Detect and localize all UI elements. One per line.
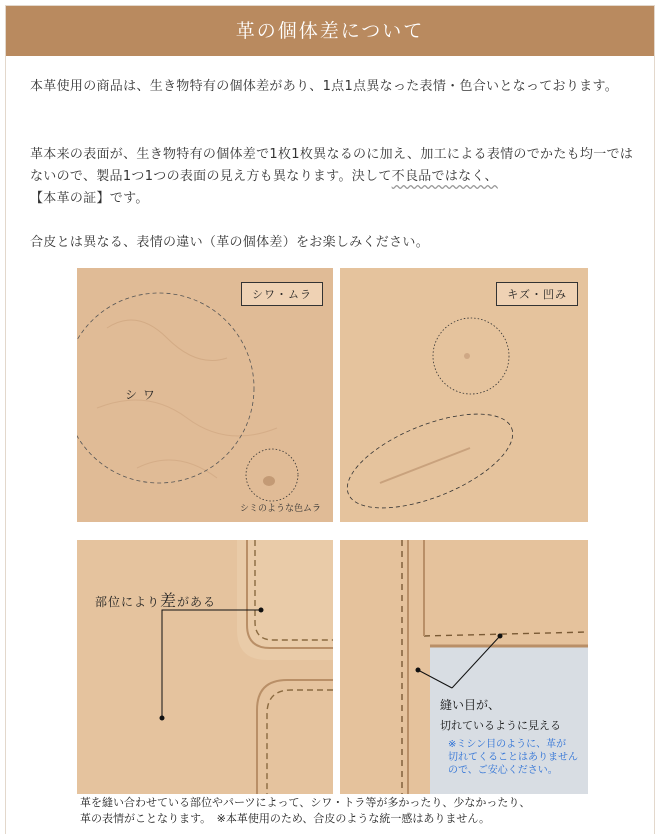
seam-note-line-3: ので、ご安心ください。	[448, 765, 558, 776]
seam-label-1: 縫い目が、	[440, 698, 501, 712]
seam-note-line-1: ※ミシン目のように、革が	[448, 739, 567, 750]
scratch-photo	[340, 268, 588, 522]
part-photo	[77, 540, 333, 794]
caption	[80, 795, 620, 827]
part-leather-image	[77, 540, 333, 794]
wrinkle-tag: シワ・ムラ	[241, 282, 323, 306]
section-title: 革の個体差について	[235, 20, 425, 42]
part-label-pre: 部位により	[95, 595, 161, 609]
caption-line-1: 革を縫い合わせている部位やパーツによって、シワ・トラ等が多かったり、少なかったり、	[80, 796, 531, 809]
scratch-tag: キズ・凹み	[496, 282, 578, 306]
stain-label: シミのような色ムラ	[239, 504, 321, 514]
seam-note-line-2: 切れてくることはありません	[448, 752, 578, 763]
part-label-post: がある	[177, 595, 217, 609]
scratch-leather-image	[340, 268, 588, 522]
wrinkle-label: シ ワ	[125, 388, 156, 402]
detail-text-a: 革本来の表面が、生き物特有の個体差で1枚1枚異なるのに加え、加工による表情のでかたも均一ではないので、製品1つ1つの表面の見え方も異なります。決して	[30, 147, 634, 184]
seam-note	[448, 738, 578, 777]
seam-label-2: 切れているように見える	[440, 719, 561, 732]
detail-paragraph	[30, 144, 640, 210]
not-defective-text: 不良品ではなく、	[391, 169, 498, 184]
wrinkle-leather-image	[77, 268, 333, 522]
seam-photo	[340, 540, 588, 794]
section-header	[6, 6, 654, 56]
genuine-proof-text: 【本革の証】です。	[30, 191, 149, 206]
intro-paragraph: 本革使用の商品は、生き物特有の個体差があり、1点1点異なった表情・色合いとなっております。	[30, 79, 619, 94]
enjoy-paragraph: 合皮とは異なる、表情の違い（革の個体差）をお楽しみください。	[30, 235, 430, 250]
part-difference-label	[95, 588, 216, 611]
wrinkle-photo	[77, 268, 333, 522]
caption-line-2: 革の表情がことなります。 ※本革使用のため、合皮のような統一感はありません。	[80, 812, 491, 825]
part-label-emphasis: 差	[160, 591, 178, 610]
